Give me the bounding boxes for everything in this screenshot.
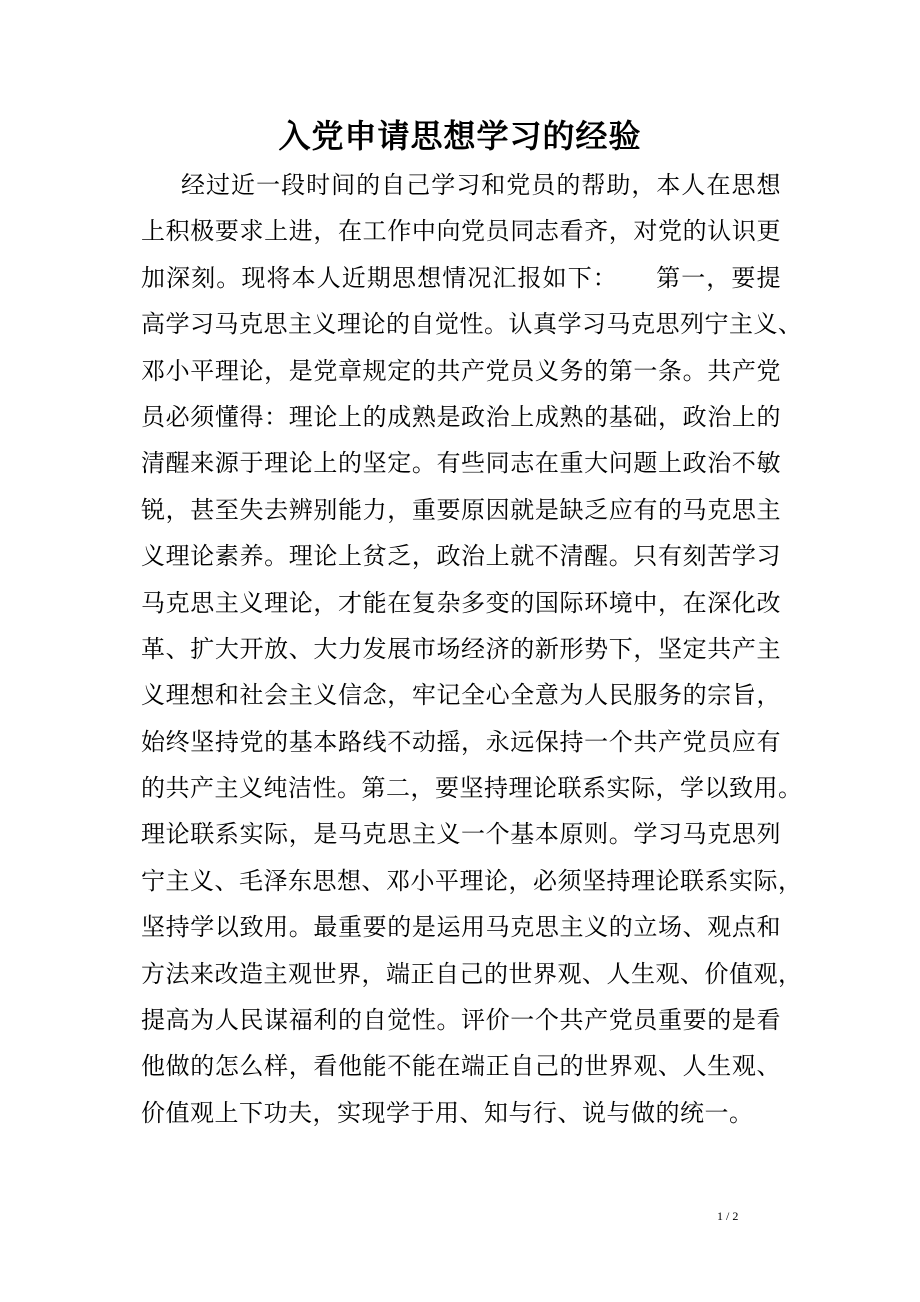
body-line: 清醒来源于理论上的坚定。有些同志在重大问题上政治不敏 [141, 449, 781, 478]
page-number: 1 / 2 [717, 1209, 739, 1223]
body-line: 提高为人民谋福利的自觉性。评价一个共产党员重要的是看 [141, 1006, 781, 1035]
document-body [141, 162, 803, 1136]
body-line: 坚持学以致用。最重要的是运用马克思主义的立场、观点和 [141, 913, 781, 942]
body-line: 他做的怎么样，看他能不能在端正自己的世界观、人生观、 [141, 1052, 781, 1081]
body-line: 经过近一段时间的自己学习和党员的帮助，本人在思想 [181, 171, 781, 199]
body-line: 邓小平理论，是党章规定的共产党员义务的第一条。共产党 [141, 356, 781, 385]
body-line: 义理论素养。理论上贫乏，政治上就不清醒。只有刻苦学习 [141, 542, 781, 571]
body-line: 革、扩大开放、大力发展市场经济的新形势下，坚定共产主 [141, 634, 781, 663]
body-line: 员必须懂得：理论上的成熟是政治上成熟的基础，政治上的 [141, 402, 781, 431]
document-title: 入党申请思想学习的经验 [278, 117, 642, 155]
body-line: 马克思主义理论，才能在复杂多变的国际环境中，在深化改 [141, 588, 781, 617]
body-line: 上积极要求上进，在工作中向党员同志看齐，对党的认识更 [141, 217, 781, 246]
body-line: 始终坚持党的基本路线不动摇，永远保持一个共产党员应有 [141, 727, 781, 756]
body-line: 高学习马克思主义理论的自觉性。认真学习马克思列宁主义、 [141, 310, 803, 339]
body-line: 宁主义、毛泽东思想、邓小平理论，必须坚持理论联系实际， [141, 866, 803, 895]
body-line: 义理想和社会主义信念，牢记全心全意为人民服务的宗旨， [141, 681, 781, 710]
body-line: 加深刻。现将本人近期思想情况汇报如下： 第一，要提 [141, 263, 781, 292]
body-line: 价值观上下功夫，实现学于用、知与行、说与做的统一。 [141, 1098, 754, 1127]
body-line: 理论联系实际，是马克思主义一个基本原则。学习马克思列 [141, 820, 781, 849]
body-line: 锐，甚至失去辨别能力，重要原因就是缺乏应有的马克思主 [141, 495, 781, 524]
body-line: 方法来改造主观世界，端正自己的世界观、人生观、价值观， [141, 959, 803, 988]
body-line: 的共产主义纯洁性。第二，要坚持理论联系实际，学以致用。 [141, 774, 803, 803]
